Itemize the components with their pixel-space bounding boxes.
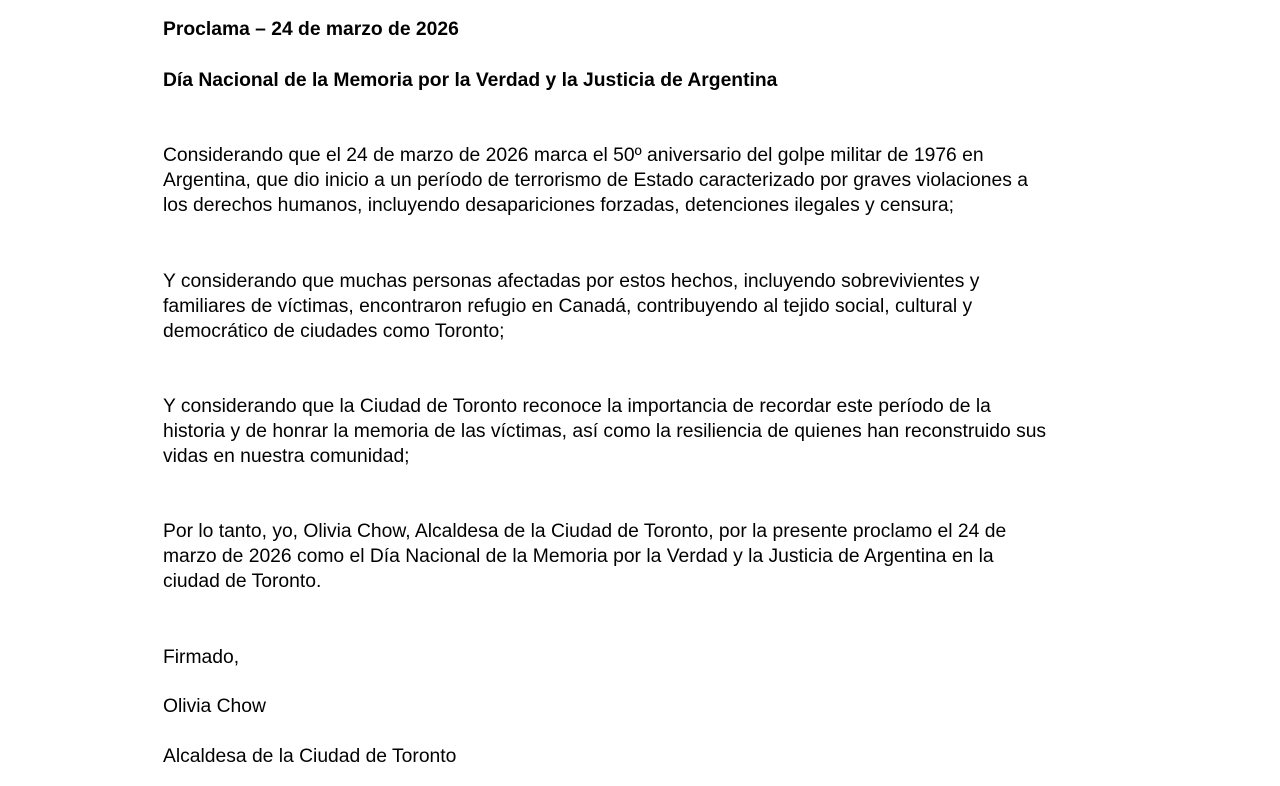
paragraph-line: Considerando que el 24 de marzo de 2026 marca el 50º aniversario del golpe militar de 1976 en (163, 145, 984, 166)
proclamation-title: Proclama – 24 de marzo de 2026 (163, 19, 459, 40)
paragraph-line: democrático de ciudades como Toronto; (163, 321, 505, 342)
paragraph-line: Y considerando que la Ciudad de Toronto reconoce la importancia de recordar este período de la (163, 396, 991, 417)
paragraph-line: los derechos humanos, incluyendo desapariciones forzadas, detenciones ilegales y censura; (163, 195, 955, 216)
paragraph-line: Argentina, que dio inicio a un período de terrorismo de Estado caracterizado por graves violaciones a (163, 170, 1028, 191)
paragraph-line: historia y de honrar la memoria de las víctimas, así como la resiliencia de quienes han reconstruido sus (163, 421, 1047, 442)
signatory-title: Alcaldesa de la Ciudad de Toronto (163, 746, 457, 767)
paragraph-proclamation (163, 519, 1006, 594)
paragraph-considering-3 (163, 394, 1046, 469)
proclamation-subtitle: Día Nacional de la Memoria por la Verdad y la Justicia de Argentina (163, 70, 778, 91)
closing-text: Firmado, (163, 647, 240, 668)
paragraph-line: vidas en nuestra comunidad; (163, 446, 410, 467)
paragraph-line: ciudad de Toronto. (163, 571, 322, 592)
signatory-name: Olivia Chow (163, 696, 266, 717)
paragraph-line: Y considerando que muchas personas afectadas por estos hechos, incluyendo sobrevivientes y (163, 271, 980, 292)
paragraph-line: marzo de 2026 como el Día Nacional de la Memoria por la Verdad y la Justicia de Argentina en la (163, 546, 994, 567)
paragraph-line: familiares de víctimas, encontraron refugio en Canadá, contribuyendo al tejido social, cultural y (163, 296, 973, 317)
paragraph-considering-2 (163, 269, 979, 344)
paragraph-line: Por lo tanto, yo, Olivia Chow, Alcaldesa de la Ciudad de Toronto, por la presente proclamo el 24 de (163, 521, 1007, 542)
paragraph-considering-1 (163, 143, 1028, 218)
